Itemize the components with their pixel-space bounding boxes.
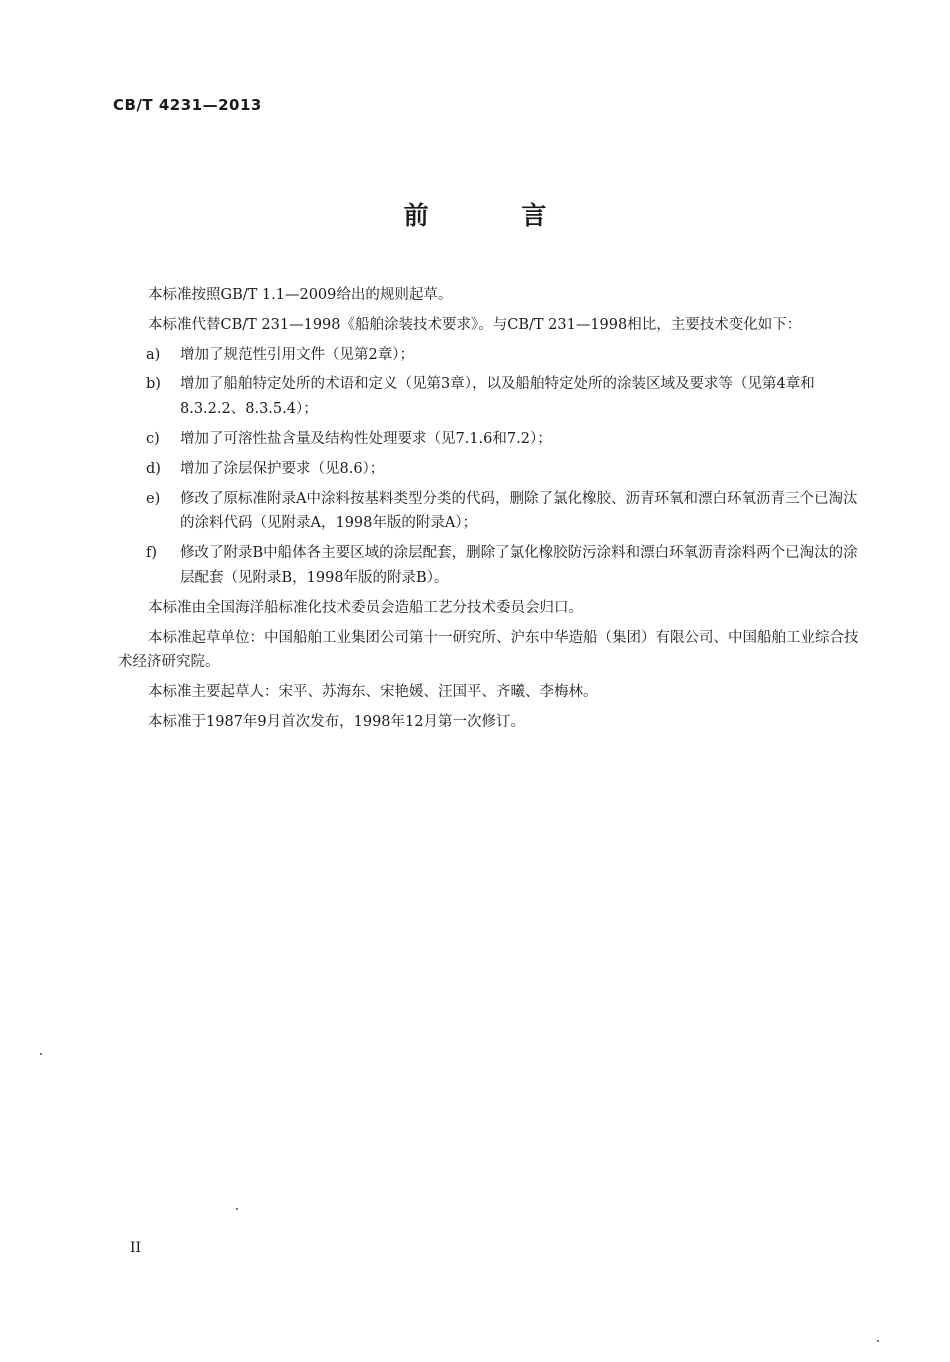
scan-speck xyxy=(877,1340,879,1342)
list-item-label: c) xyxy=(146,430,160,447)
paragraph: 本标准于1987年9月首次发布，1998年12月第一次修订。 xyxy=(148,713,525,730)
paragraph: 本标准主要起草人：宋平、苏海东、宋艳媛、汪国平、齐曦、李梅林。 xyxy=(148,684,598,701)
list-item xyxy=(118,487,870,537)
list-item-text: 修改了附录B中船体各主要区域的涂层配套，删除了氯化橡胶防污涂料和漂白环氧沥青涂料两个已淘汰的涂层配套（见附录B，1998年版的附录B）。 xyxy=(180,545,858,586)
preface-body xyxy=(118,283,870,740)
paragraph: 本标准按照GB/T 1.1—2009给出的规则起草。 xyxy=(148,287,453,303)
list-item-label: a) xyxy=(146,346,161,363)
list-item-text: 增加了可溶性盐含量及结构性处理要求（见7.1.6和7.2）； xyxy=(180,430,552,447)
list-item xyxy=(118,541,870,591)
list-item xyxy=(118,457,870,482)
list-item xyxy=(118,372,870,422)
list-item-label: d) xyxy=(146,460,161,477)
list-item-label: b) xyxy=(146,376,161,393)
paragraph: 本标准起草单位：中国船舶工业集团公司第十一研究所、沪东中华造船（集团）有限公司、中国船舶工业综合技术经济研究院。 xyxy=(118,629,859,671)
page-title: 前 言 xyxy=(403,201,589,230)
list-item-text: 增加了规范性引用文件（见第2章）； xyxy=(180,346,414,363)
list-item-label: e) xyxy=(146,490,161,507)
paragraph: 本标准由全国海洋船标准化技术委员会造船工艺分技术委员会归口。 xyxy=(148,599,583,616)
page-number: II xyxy=(130,1240,142,1256)
list-item-text: 增加了船舶特定处所的术语和定义（见第3章），以及船舶特定处所的涂装区域及要求等（见第4章和8.3.2.2、8.3.5.4）； xyxy=(180,376,815,418)
paragraph: 本标准代替CB/T 231—1998《船舶涂装技术要求》。与CB/T 231—1998相比，主要技术变化如下： xyxy=(148,316,802,333)
list-item-label: f) xyxy=(146,545,158,562)
scan-speck xyxy=(236,1208,238,1210)
scan-speck xyxy=(40,1053,42,1055)
list-item xyxy=(118,427,870,452)
list-item xyxy=(118,343,870,368)
list-item-text: 增加了涂层保护要求（见8.6）； xyxy=(180,460,385,477)
list-item-text: 修改了原标准附录A中涂料按基料类型分类的代码，删除了氯化橡胶、沥青环氧和漂白环氧沥青三个已淘汰的涂料代码（见附录A，1998年版的附录A）； xyxy=(180,490,858,532)
document-code: CB/T 4231—2013 xyxy=(113,96,262,114)
